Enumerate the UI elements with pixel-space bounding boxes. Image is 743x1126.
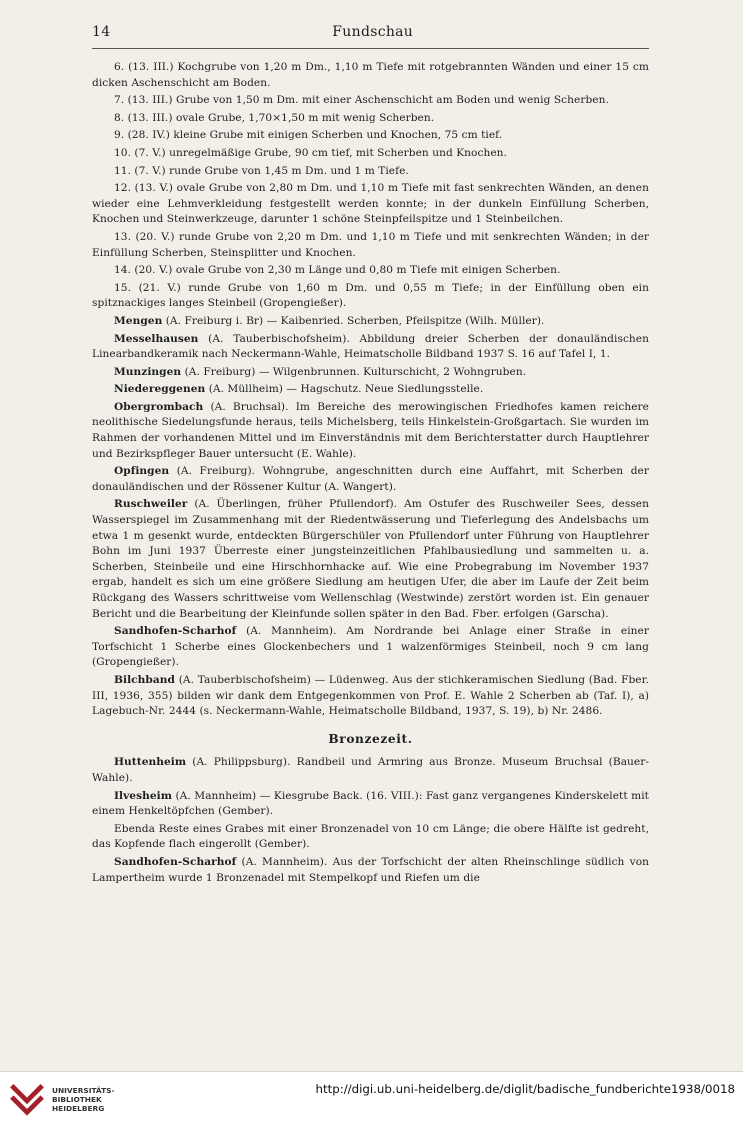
pit-description: 6. (13. III.) Kochgrube von 1,20 m Dm., 1,10 m Tiefe mit rotgebrannten Wänden und einer 15 cm dicken Aschenschicht am Boden. — [92, 61, 649, 89]
site-name: Ruschweiler — [114, 498, 188, 511]
pit-description: 12. (13. V.) ovale Grube von 2,80 m Dm. und 1,10 m Tiefe mit fast senkrechten Wänden, an denen wieder eine Lehmverkleidung festgestellt werden konnte; in der dunkeln Einfüllung Scherben, Knochen und Steinwerkzeuge, darunter 1 schöne Steinpfeilspitze und 1 Steinbeilchen. — [92, 182, 649, 226]
site-text: (A. Bruchsal). Im Bereiche des merowingischen Friedhofes kamen reichere neolithische Siedelungsfunde heraus, teils Michelsberg, teils Hinkelstein-Großgartach. Sie wurden im Rahmen der vorhandenen Mittel und im Einverständnis mit dem Berichterstatter durch Hauptlehrer und Bezirkspfleger Bauer untersucht (E. Wahle). — [92, 400, 649, 460]
header-rule — [92, 48, 649, 49]
site-name: Sandhofen-Scharhof — [114, 625, 237, 638]
site-entry — [92, 789, 649, 820]
pit-description: 15. (21. V.) runde Grube von 1,60 m Dm. und 0,55 m Tiefe; in der Einfüllung oben ein spitznackiges langes Steinbeil (Gropengießer). — [92, 281, 649, 310]
section-title: Bronzezeit. — [328, 731, 413, 746]
pit-description: 14. (20. V.) ovale Grube von 2,30 m Länge und 0,80 m Tiefe mit einigen Scherben. — [114, 264, 561, 277]
page-number: 14 — [92, 24, 111, 40]
site-text: (A. Mannheim) — Kiesgrube Back. (16. VIII.): Fast ganz vergangenes Kinderskelett mit einem Henkeltöpfchen (Gember). — [92, 789, 649, 818]
site-entry — [92, 755, 649, 786]
site-text: (A. Philippsburg). Randbeil und Armring aus Bronze. Museum Bruchsal (Bauer-Wahle). — [92, 756, 649, 784]
site-name: Munzingen — [114, 365, 182, 378]
site-name: Mengen — [114, 314, 163, 327]
site-text: (A. Freiburg). Wohngrube, angeschnitten durch eine Auffahrt, mit Scherben der donauländischen und der Rössener Kultur (A. Wangert). — [92, 465, 649, 493]
site-entry — [92, 365, 649, 381]
library-logo[interactable] — [8, 1078, 158, 1120]
source-url-link[interactable]: http://digi.ub.uni-heidelberg.de/diglit/badische_fundberichte1938/0018 — [315, 1082, 735, 1096]
site-entry — [92, 822, 649, 853]
site-entry — [92, 673, 649, 720]
site-entry — [92, 497, 649, 622]
site-name: Messelhausen — [114, 332, 199, 345]
page-header — [92, 24, 649, 48]
site-name: Sandhofen-Scharhof — [114, 855, 237, 868]
pit-description: 10. (7. V.) unregelmäßige Grube, 90 cm tief, mit Scherben und Knochen. — [114, 146, 507, 159]
site-name: Niedereggenen — [114, 383, 206, 396]
document-body — [92, 60, 649, 888]
site-name: Bilchband — [114, 673, 175, 686]
site-entry — [92, 624, 649, 671]
site-text: (A. Mannheim). Aus der Torfschicht der alten Rheinschlinge südlich von Lampertheim wurde 1 Bronzenadel mit Stempelkopf und Riefen um die — [92, 855, 649, 884]
site-text: (A. Mannheim). Am Nordrande bei Anlage einer Straße in einer Torfschicht 1 Scherbe eines Glockenbechers und 1 walzenförmiges Steinbeil, noch 9 cm lang (Gropengießer). — [92, 625, 649, 669]
pit-description: 8. (13. III.) ovale Grube, 1,70×1,50 m mit wenig Scherben. — [114, 111, 435, 124]
pit-description: 13. (20. V.) runde Grube von 2,20 m Dm. und 1,10 m Tiefe und mit senkrechten Wänden; in der Einfüllung Scherben, Steinsplitter und Knochen. — [92, 230, 649, 259]
site-entry — [92, 855, 649, 886]
site-text: (A. Freiburg) — Wilgenbrunnen. Kulturschicht, 2 Wohngruben. — [181, 365, 527, 378]
site-text: (A. Tauberbischofsheim) — Lüdenweg. Aus der stichkeramischen Siedlung (Bad. Fber. III, 1936, 355) bilden wir dank dem Entgegenkommen von Prof. E. Wahle 2 Scherben ab (Taf. I), a) Lagebuch-Nr. 2444 (s. Neckermann-Wahle, Heimatscholle Bildband, 1937, S. 19), b) Nr. 2486. — [92, 673, 649, 718]
site-entry — [92, 382, 649, 398]
viewer-footer — [0, 1071, 743, 1126]
neolithic-entries — [92, 314, 649, 720]
university-library-logo-icon — [8, 1080, 46, 1118]
site-name: Ilvesheim — [114, 789, 172, 802]
pit-description: 9. (28. IV.) kleine Grube mit einigen Scherben und Knochen, 75 cm tief. — [114, 129, 503, 142]
running-title: Fundschau — [332, 24, 414, 40]
site-entry — [92, 400, 649, 462]
site-entry — [92, 314, 649, 330]
site-text: (A. Tauberbischofsheim). Abbildung dreier Scherben der donauländischen Linearbandkeramik nach Neckermann-Wahle, Heimatscholle Bildband 1937 S. 16 auf Tafel I, 1. — [92, 332, 649, 361]
library-logo-text: UNIVERSITÄTS- BIBLIOTHEK HEIDELBERG — [52, 1085, 115, 1113]
pit-list — [92, 60, 649, 312]
site-text: (A. Freiburg i. Br) — Kaibenried. Scherben, Pfeilspitze (Wilh. Müller). — [162, 314, 545, 327]
site-name: Opfingen — [114, 465, 170, 478]
site-name: Obergrombach — [114, 400, 204, 413]
pit-description: 7. (13. III.) Grube von 1,50 m Dm. mit einer Aschenschicht am Boden und wenig Scherben. — [114, 94, 609, 107]
site-entry — [92, 464, 649, 495]
pit-description: 11. (7. V.) runde Grube von 1,45 m Dm. und 1 m Tiefe. — [114, 164, 409, 177]
site-text: (A. Müllheim) — Hagschutz. Neue Siedlungsstelle. — [205, 383, 484, 396]
site-text: Ebenda Reste eines Grabes mit einer Bronzenadel von 10 cm Länge; die obere Hälfte ist gedreht, das Kopfende flach eingerollt (Gember). — [92, 822, 649, 851]
site-text: (A. Überlingen, früher Pfullendorf). Am Ostufer des Ruschweiler Sees, dessen Wasserspiegel im Zusammenhang mit der Riedentwässerung und Tieferlegung des Andelsbachs um etwa 1 m gesenkt wurde, entdeckten Bürgerschüler von Pfullendorf unter Führung von Hauptlehrer Bohn im Juni 1937 Überreste einer jungsteinzeitlichen Pfahlbausiedlung und sammelten u. a. Scherben, Steinbeile und eine Hirschhornhacke auf. Wie eine Probegrabung im November 1937 ergab, handelt es sich um eine größere Siedlung am heutigen Ufer, die aber im Laufe der Zeit beim Rückgang des Wassers schrittweise vom Wellenschlag (Westwinde) zerstört worden ist. Ein genauer Bericht und die Bearbeitung der Kleinfunde sollen später in den Bad. Fber. erfolgen (Garscha). — [92, 498, 649, 620]
site-entry — [92, 332, 649, 363]
bronze-age-entries — [92, 755, 649, 886]
site-name: Huttenheim — [114, 756, 187, 769]
